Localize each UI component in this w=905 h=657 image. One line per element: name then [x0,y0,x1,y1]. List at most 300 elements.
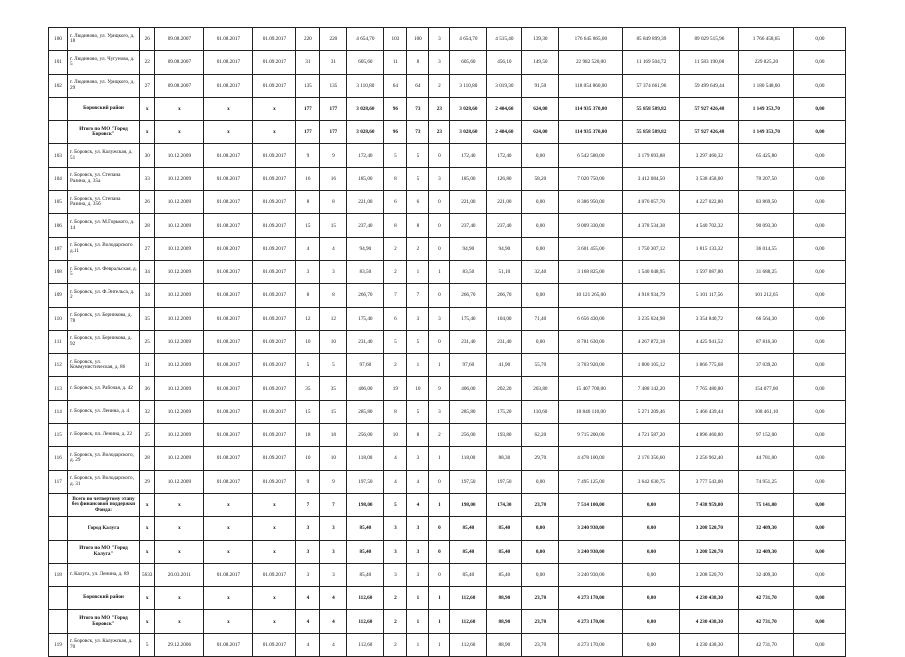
table-cell: 22 [140,51,155,74]
table-cell: 20.03.2011 [155,563,204,586]
table-cell: 85,40 [487,563,522,586]
row-number-cell [49,587,68,610]
table-cell: 4 [296,610,320,633]
table-cell: 0,00 [794,260,846,283]
table-cell: 11 583 190,08 [680,51,739,74]
table-cell: 01.08.2017 [204,237,253,260]
table-cell: 10.12.2009 [155,284,204,307]
table-cell: 0,00 [794,563,846,586]
table-cell: 88,90 [487,587,522,610]
table-cell: 8 [407,214,429,237]
table-cell: 3 [407,563,429,586]
table-cell: 12 [296,307,320,330]
table-cell: 5 [407,144,429,167]
table-cell: 32 [140,400,155,423]
table-cell: 10.12.2009 [155,167,204,190]
table-cell: 114 935 370,00 [559,97,623,120]
table-cell: 9 009 330,00 [559,214,623,237]
table-cell: 0 [429,284,450,307]
table-cell: 1 866 775,68 [680,354,739,377]
table-cell: 85,40 [347,517,384,540]
address-cell: г. Боровск, ул. Рабочая, д. 42 [68,377,140,400]
address-cell: г. Боровск, ул. Ф.Энгельса, д. 2 [68,284,140,307]
table-cell: 3 354 840,72 [680,307,739,330]
table-cell: 112,60 [450,587,487,610]
table-cell: 71,40 [522,307,559,330]
table-cell: 101 212,65 [739,284,794,307]
table-cell: 3 235 024,98 [623,307,680,330]
table-cell: 01.08.2017 [204,563,253,586]
table-cell: 0,00 [794,400,846,423]
table-cell: 2 [429,424,450,447]
table-cell: 4 227 022,80 [680,191,739,214]
table-cell: 01.09.2017 [253,284,296,307]
table-cell: 32 409,30 [739,517,794,540]
table-cell: 0,00 [522,214,559,237]
table-cell: 3 240 930,00 [559,563,623,586]
table-cell: 1 815 133,32 [680,237,739,260]
table-cell: 0 [429,470,450,493]
table-cell: 4 [296,633,320,656]
table-cell: х [204,121,253,144]
table-cell: 197,50 [450,470,487,493]
table-cell: 01.09.2017 [253,28,296,51]
table-cell: 3 [429,307,450,330]
table-cell: х [140,517,155,540]
table-cell: 103 [384,28,407,51]
table-cell: 0,00 [522,284,559,307]
table-cell: 31 688,25 [739,260,794,283]
address-cell: г. Боровск, ул. Берникова, д. 78 [68,307,140,330]
address-cell: г. Людиново, ул. Урицкого, д. 29 [68,74,140,97]
table-cell: х [204,587,253,610]
table-cell: 0,00 [623,587,680,610]
table-cell: 09.08.2007 [155,51,204,74]
table-cell: 10.12.2009 [155,330,204,353]
row-number-cell: 108 [49,260,68,283]
table-cell: 85 849 899,39 [623,28,680,51]
table-cell: 10 [407,377,429,400]
table-cell: 406,00 [347,377,384,400]
table-cell: 4 540 702,32 [680,214,739,237]
table-cell: 10.12.2009 [155,260,204,283]
table-cell: 10 121 265,00 [559,284,623,307]
table-cell: 3 028,60 [347,121,384,144]
table-cell: 42 731,70 [739,610,794,633]
row-number-cell: 105 [49,191,68,214]
table-cell: 01.08.2017 [204,167,253,190]
table-cell: 01.09.2017 [253,191,296,214]
table-cell: 3 [384,517,407,540]
table-cell: 8 781 630,00 [559,330,623,353]
table-cell: 15 [320,400,347,423]
table-cell: 4 267 872,18 [623,330,680,353]
table-cell: 36 014,55 [739,237,794,260]
table-cell: х [155,587,204,610]
table-cell: 97 152,00 [739,424,794,447]
table-cell: 0,00 [522,330,559,353]
row-number-cell [49,493,68,516]
table-cell: 176 645 865,00 [559,28,623,51]
register-sheet [48,27,846,657]
table-cell: 12 [320,307,347,330]
table-cell: 197,50 [487,470,522,493]
table-cell: 221,00 [487,191,522,214]
table-cell: х [140,493,155,516]
table-cell: 112,60 [450,633,487,656]
address-cell: г. Людиново, ул. Чугунова, д. 5 [68,51,140,74]
table-cell: х [253,121,296,144]
table-cell: 154 077,00 [739,377,794,400]
table-cell: 51,10 [487,260,522,283]
table-cell: х [253,610,296,633]
table-cell: 0,00 [794,540,846,563]
table-cell: 64 [407,74,429,97]
table-cell: 135 [320,74,347,97]
table-cell: 31 [296,51,320,74]
table-cell: 94,90 [487,237,522,260]
row-number-cell: 119 [49,633,68,656]
table-cell: 5 [384,330,407,353]
table-cell: 237,40 [487,214,522,237]
table-cell: 01.09.2017 [253,214,296,237]
table-cell: 114 935 370,00 [559,121,623,144]
address-cell: Боровский район [68,587,140,610]
table-cell: 177 [320,97,347,120]
table-cell: 0,00 [794,191,846,214]
table-cell: 7 [296,493,320,516]
table-cell: 0,00 [623,517,680,540]
address-cell: г. Боровск, ул. Володарского д.11 [68,237,140,260]
table-cell: 9 [296,470,320,493]
table-cell: х [140,97,155,120]
table-cell: 35 [296,377,320,400]
table-cell: 266,70 [487,284,522,307]
table-cell: 8 [384,214,407,237]
table-cell: 0,00 [794,633,846,656]
table-cell: 55 858 589,82 [623,97,680,120]
table-cell: 1 180 548,60 [739,74,794,97]
table-cell: 8 [296,284,320,307]
table-cell: 0,00 [623,493,680,516]
table-cell: 97,60 [347,354,384,377]
table-cell: 29.12.2006 [155,633,204,656]
table-cell: 0,00 [794,587,846,610]
row-number-cell: 103 [49,144,68,167]
table-cell: 0,00 [794,470,846,493]
table-row [49,167,846,190]
table-cell: 10.12.2009 [155,191,204,214]
table-cell: 2 404,60 [487,121,522,144]
table-cell: 01.09.2017 [253,377,296,400]
table-cell: 09.08.2007 [155,74,204,97]
table-cell: 3 028,60 [450,121,487,144]
table-cell: 89 029 515,96 [680,28,739,51]
table-cell: 221,00 [450,191,487,214]
table-cell: 3 [407,540,429,563]
table-cell: 3 [296,517,320,540]
table-cell: 01.09.2017 [253,330,296,353]
table-cell: 237,40 [450,214,487,237]
table-cell: 4 [320,610,347,633]
table-cell: 0,00 [794,517,846,540]
row-number-cell [49,517,68,540]
table-cell: 198,00 [347,493,384,516]
table-cell: 6 542 580,00 [559,144,623,167]
table-cell: 10 [384,424,407,447]
table-body [49,28,846,657]
table-cell: 01.09.2017 [253,354,296,377]
table-cell: 3 [407,307,429,330]
table-cell: 11 169 504,72 [623,51,680,74]
table-cell: 01.08.2017 [204,260,253,283]
table-cell: х [155,540,204,563]
table-cell: 4 378 534,38 [623,214,680,237]
table-cell: 108 461,10 [739,400,794,423]
table-cell: 1 [429,447,450,470]
address-cell: Итого по МО "Город Калуга" [68,540,140,563]
table-cell: 10.12.2009 [155,470,204,493]
table-cell: 7 [407,284,429,307]
table-cell: 85,40 [450,563,487,586]
table-cell: 7 [384,284,407,307]
table-row [49,447,846,470]
table-row [49,28,846,51]
table-cell: 3 019,30 [487,74,522,97]
table-cell: 3 [320,517,347,540]
table-row [49,377,846,400]
table-cell: 83,50 [450,260,487,283]
table-cell: х [253,587,296,610]
table-cell: 96 [384,121,407,144]
table-cell: 85,40 [487,517,522,540]
table-cell: 01.09.2017 [253,167,296,190]
table-cell: 01.09.2017 [253,74,296,97]
table-cell: 0,00 [794,284,846,307]
table-cell: 75 141,00 [739,493,794,516]
row-number-cell: 106 [49,214,68,237]
table-cell: 0,00 [794,28,846,51]
table-cell: 01.09.2017 [253,470,296,493]
table-cell: 10.12.2009 [155,307,204,330]
table-cell: 3 [429,28,450,51]
table-cell: 01.09.2017 [253,400,296,423]
table-cell: 10 [320,447,347,470]
table-cell: 229 825,20 [739,51,794,74]
table-cell: 139,30 [522,28,559,51]
table-cell: 0,00 [794,74,846,97]
table-cell: 185,00 [450,167,487,190]
table-cell: 15 [296,400,320,423]
table-cell: 112,60 [347,633,384,656]
table-cell: 4 273 170,00 [559,587,623,610]
table-cell: 01.09.2017 [253,307,296,330]
table-cell: 27 [140,237,155,260]
table-cell: 0 [429,517,450,540]
table-cell: 7 495 125,00 [559,470,623,493]
table-cell: 5 [384,144,407,167]
table-cell: 0,00 [794,330,846,353]
table-cell: 2 [384,237,407,260]
table-cell: 2 [384,633,407,656]
table-cell: 85,40 [347,563,384,586]
table-cell: х [204,540,253,563]
table-cell: 5 [140,633,155,656]
table-cell: 1 [429,587,450,610]
table-cell: 10.12.2009 [155,237,204,260]
table-cell: х [140,587,155,610]
table-cell: 33 [140,167,155,190]
row-number-cell: 115 [49,424,68,447]
table-cell: 23 [429,97,450,120]
table-cell: 27 [140,74,155,97]
table-cell: 4 [407,493,429,516]
row-number-cell: 107 [49,237,68,260]
table-cell: 231,40 [487,330,522,353]
table-cell: 62,20 [522,424,559,447]
table-cell: 0,00 [522,517,559,540]
table-cell: 110,60 [522,400,559,423]
row-number-cell: 114 [49,400,68,423]
table-cell: 4 [296,237,320,260]
table-row [49,237,846,260]
table-cell: х [155,97,204,120]
table-cell: 4 [320,633,347,656]
table-cell: 174,30 [487,493,522,516]
table-cell: 2 [429,74,450,97]
table-cell: 4 [320,587,347,610]
table-cell: 177 [296,97,320,120]
table-cell: 185,00 [347,167,384,190]
table-cell: 01.08.2017 [204,633,253,656]
table-cell: 193,80 [487,424,522,447]
table-cell: 10 846 110,00 [559,400,623,423]
table-cell: 0,00 [794,97,846,120]
table-cell: 87 816,30 [739,330,794,353]
table-cell: 41,90 [487,354,522,377]
row-number-cell [49,610,68,633]
table-cell: 605,60 [347,51,384,74]
row-number-cell: 110 [49,307,68,330]
table-cell: 4 [384,447,407,470]
table-cell: 85,40 [487,540,522,563]
table-cell: х [204,97,253,120]
address-cell: г. Боровск, ул. Степана Разина, д. 35б [68,191,140,214]
table-cell: 01.09.2017 [253,260,296,283]
table-cell: 10.12.2009 [155,377,204,400]
table-cell: 01.08.2017 [204,144,253,167]
table-cell: 44 781,00 [739,447,794,470]
table-cell: 256,00 [347,424,384,447]
table-cell: 1 [429,260,450,283]
table-cell: 9 [296,144,320,167]
table-cell: 65 425,80 [739,144,794,167]
table-row [49,633,846,656]
table-cell: 26 [140,28,155,51]
table-cell: 0,00 [522,470,559,493]
table-cell: 0,00 [794,237,846,260]
table-cell: 23 [429,121,450,144]
table-cell: 198,00 [450,493,487,516]
table-cell: 0,00 [794,121,846,144]
table-cell: 5 271 209,46 [623,400,680,423]
table-cell: 3 [407,447,429,470]
table-cell: 55 858 589,82 [623,121,680,144]
table-cell: х [155,610,204,633]
table-cell: х [155,517,204,540]
table-cell: 237,40 [347,214,384,237]
table-cell: 10 [320,330,347,353]
table-cell: 8 [407,51,429,74]
table-cell: 5 [296,354,320,377]
table-row [49,144,846,167]
table-cell: 3 240 930,00 [559,540,623,563]
table-cell: 32,40 [522,260,559,283]
table-cell: 88,90 [487,610,522,633]
table-cell: 126,80 [487,167,522,190]
table-cell: 6 [407,191,429,214]
table-cell: 3 110,80 [450,74,487,97]
table-cell: 01.08.2017 [204,28,253,51]
table-cell: 9 [320,144,347,167]
table-cell: 10.12.2009 [155,354,204,377]
table-cell: 88,90 [487,633,522,656]
table-cell: 2 256 962,40 [680,447,739,470]
address-cell: Итого по МО "Город Боровск" [68,610,140,633]
table-cell: 5 [384,493,407,516]
table-cell: 64 [384,74,407,97]
table-cell: 5 [407,400,429,423]
table-cell: 01.09.2017 [253,447,296,470]
table-cell: 7 020 750,00 [559,167,623,190]
table-cell: 3 297 460,32 [680,144,739,167]
subtotal-row [49,610,846,633]
table-cell: 3 [429,51,450,74]
table-cell: 3 240 930,00 [559,517,623,540]
table-cell: 57 374 661,96 [623,74,680,97]
table-cell: 10.12.2009 [155,400,204,423]
table-cell: 118 054 860,00 [559,74,623,97]
table-row [49,74,846,97]
table-cell: 29 [140,470,155,493]
address-cell: Город Калуга [68,517,140,540]
table-cell: 3 [320,563,347,586]
table-cell: 1 540 048,95 [623,260,680,283]
table-cell: 7 514 100,00 [559,493,623,516]
table-cell: х [140,610,155,633]
address-cell: г. Боровск, ул. Ленина, д. 4 [68,400,140,423]
table-cell: 406,00 [450,377,487,400]
table-cell: 1 149 353,70 [739,121,794,144]
table-cell: 01.09.2017 [253,424,296,447]
apartment-register-table [48,27,846,657]
table-cell: 01.08.2017 [204,307,253,330]
table-row [49,424,846,447]
table-cell: 85,40 [450,540,487,563]
table-cell: 0 [429,563,450,586]
table-cell: 3 [384,563,407,586]
table-cell: 8 [407,424,429,447]
row-number-cell [49,540,68,563]
table-cell: 01.08.2017 [204,470,253,493]
table-cell: 605,60 [450,51,487,74]
table-cell: 35 [140,307,155,330]
table-cell: 57 927 426,48 [680,97,739,120]
table-cell: 01.09.2017 [253,144,296,167]
table-cell: 112,60 [347,610,384,633]
table-cell: 0,00 [794,493,846,516]
table-cell: 4 654,70 [347,28,384,51]
